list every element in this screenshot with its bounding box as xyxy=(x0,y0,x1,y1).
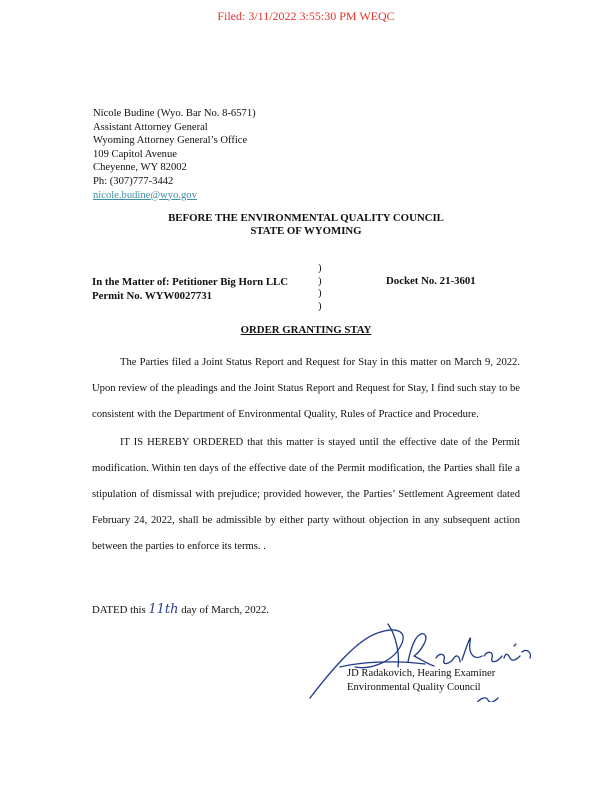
signer-body: Environmental Quality Council xyxy=(347,681,481,693)
caption-parentheses xyxy=(318,262,322,312)
order-paragraph-2: IT IS HEREBY ORDERED that this matter is stayed until the effective date of the Permit modification. Within ten days of the effective date of the Permit modification, the Parties shall file a stipulation of dismissal with prejudice; provided however, the Parties’ Settlement Agreement dated February 24, 2022, shall be admissible by either party without objection in any subsequent action between the parties to enforce its terms. . xyxy=(92,436,520,553)
counsel-email-link[interactable]: nicole.budine@wyo.gov xyxy=(93,189,197,201)
order-paragraph-1: The Parties filed a Joint Status Report and Request for Stay in this matter on March 9, 2022. Upon review of the pleadings and the Joint Status Report and Request for Stay, I find such stay to be consistent with the Department of Environmental Quality, Rules of Practice and Procedure. xyxy=(92,357,520,421)
court-name: BEFORE THE ENVIRONMENTAL QUALITY COUNCIL xyxy=(168,212,444,224)
filed-stamp: Filed: 3/11/2022 3:55:30 PM WEQC xyxy=(217,9,395,23)
counsel-street: 109 Capitol Avenue xyxy=(93,148,177,160)
order-body xyxy=(92,350,520,561)
case-caption xyxy=(92,275,288,303)
dated-prefix: DATED this xyxy=(92,604,146,616)
counsel-title: Assistant Attorney General xyxy=(93,121,208,133)
counsel-name: Nicole Budine (Wyo. Bar No. 8-6571) xyxy=(93,108,256,119)
order-title: ORDER GRANTING STAY xyxy=(240,324,372,336)
caption-matter: In the Matter of: Petitioner Big Horn LLC xyxy=(92,276,289,288)
caption-paren: ) xyxy=(318,274,322,287)
signer-name: JD Radakovich, Hearing Examiner xyxy=(347,668,496,679)
dated-line xyxy=(92,602,269,617)
counsel-office: Wyoming Attorney General’s Office xyxy=(93,135,248,147)
dated-day-handwritten: 11th xyxy=(148,602,179,617)
caption-paren: ) xyxy=(318,262,322,274)
docket-number: Docket No. 21-3601 xyxy=(386,275,476,287)
counsel-phone: Ph: (307)777-3442 xyxy=(93,175,174,187)
caption-permit: Permit No. WYW0027731 xyxy=(92,290,213,302)
signature-block xyxy=(347,667,495,694)
caption-paren: ) xyxy=(318,287,322,299)
caption-paren: ) xyxy=(318,299,322,312)
counsel-city: Cheyenne, WY 82002 xyxy=(93,162,187,174)
court-state: STATE OF WYOMING xyxy=(250,225,362,237)
court-heading xyxy=(0,212,612,238)
counsel-address-block xyxy=(93,107,256,202)
dated-suffix: day of March, 2022. xyxy=(181,604,270,616)
